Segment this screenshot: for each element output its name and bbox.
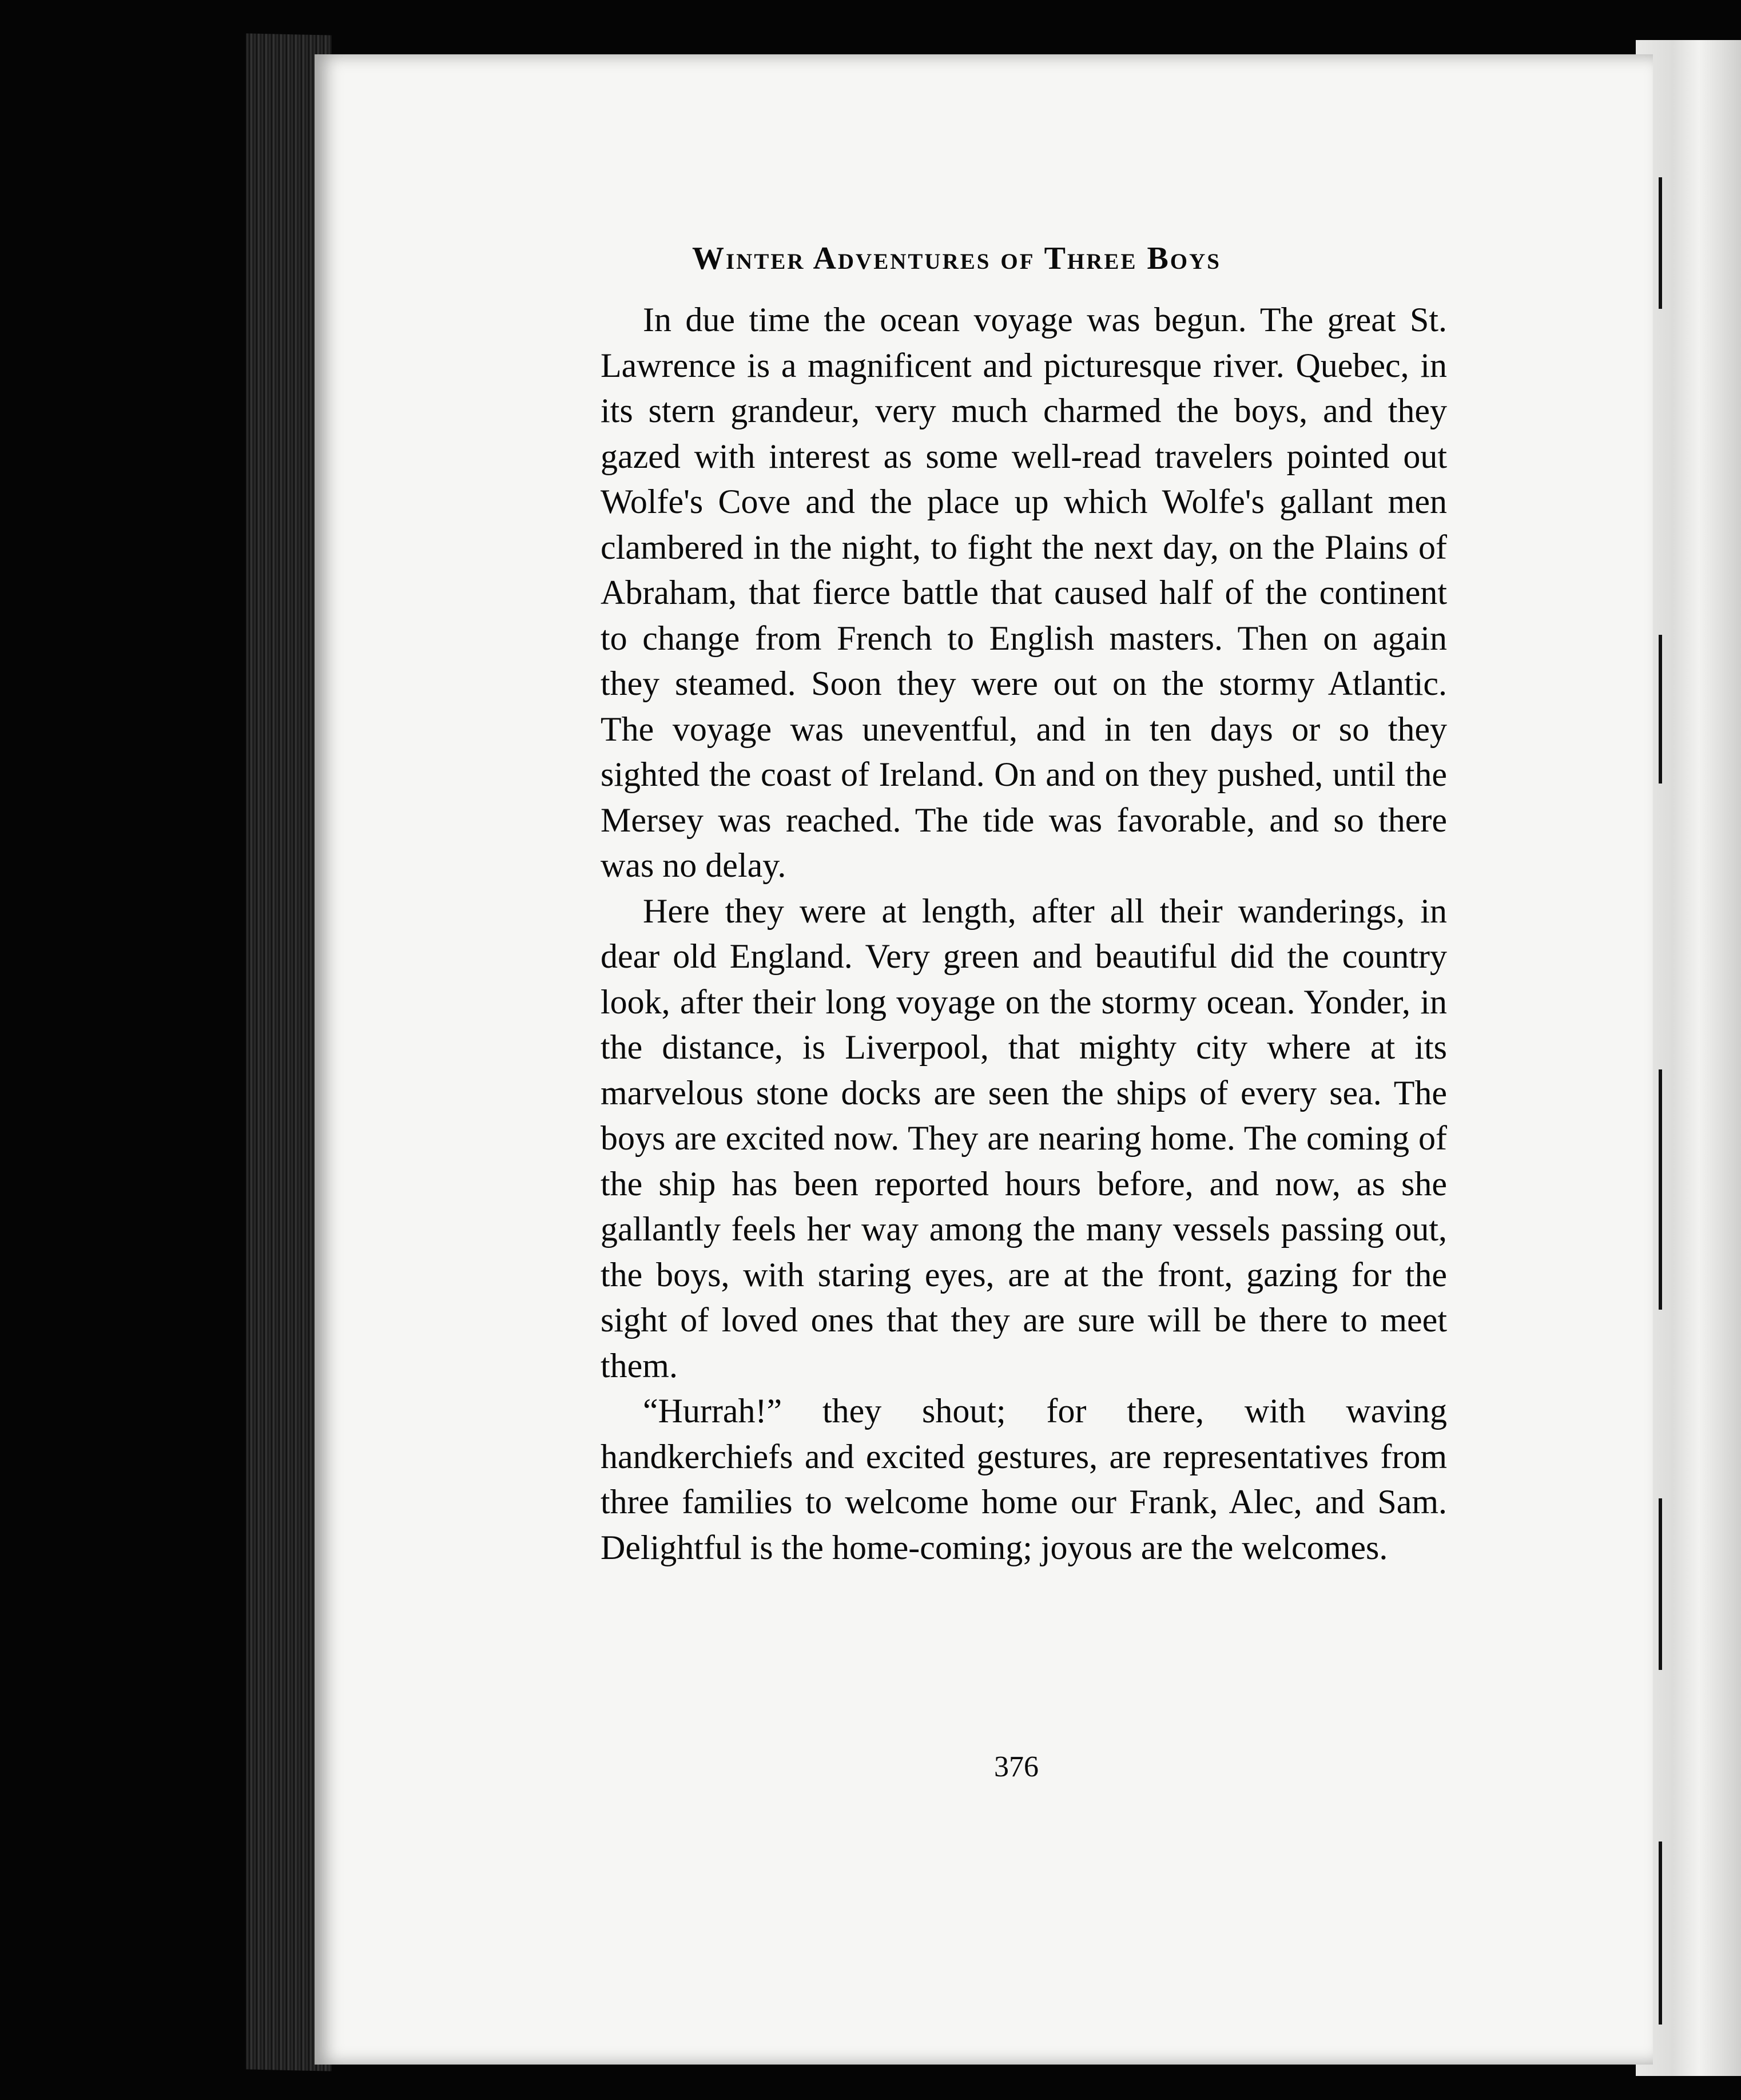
paragraph: “Hurrah!” they shout; for there, with waving handkerchiefs and excited gestures, are representatives from three families to welcome home our Frank, Alec, and Sam. Delightful is the home-coming; joyous are the welcomes. (601, 1392, 1447, 1566)
running-header: Winter Adventures of Three Boys (692, 241, 1221, 276)
paragraph: Here they were at length, after all their wanderings, in dear old England. Very green and beautiful did the country look, after their long voyage on the stormy ocean. Yonder, in the distance, is Liverpool, that mighty city where at its marvelous stone docks are seen the ships of every sea. The boys are excited now. They are nearing home. The coming of the ship has been reported hours before, and now, as she gallantly feels her way among the many vessels passing out, the boys, with staring eyes, are at the front, gazing for the sight of loved ones that they are sure will be there to meet them. (601, 892, 1447, 1385)
page-number: 376 (994, 1751, 1039, 1783)
edge-mark (1659, 1069, 1662, 1310)
edge-mark (1659, 635, 1662, 783)
edge-mark (1659, 1842, 1662, 2025)
edge-mark (1659, 177, 1662, 309)
body-text (601, 297, 1447, 1570)
paragraph: In due time the ocean voyage was begun. The great St. Lawrence is a magnificent and picturesque river. Quebec, in its stern grandeur, very much charmed the boys, and they gazed with interest as some well-read travelers pointed out Wolfe's Cove and the place up which Wolfe's gallant men clambered in the night, to fight the next day, on the Plains of Abraham, that fierce battle that caused half of the continent to change from French to English masters. Then on again they steamed. Soon they were out on the stormy Atlantic. The voyage was uneventful, and in ten days or so they sighted the coast of Ireland. On and on they pushed, until the Mersey was reached. The tide was favorable, and so there was no delay. (601, 301, 1447, 884)
edge-mark (1659, 1498, 1662, 1670)
